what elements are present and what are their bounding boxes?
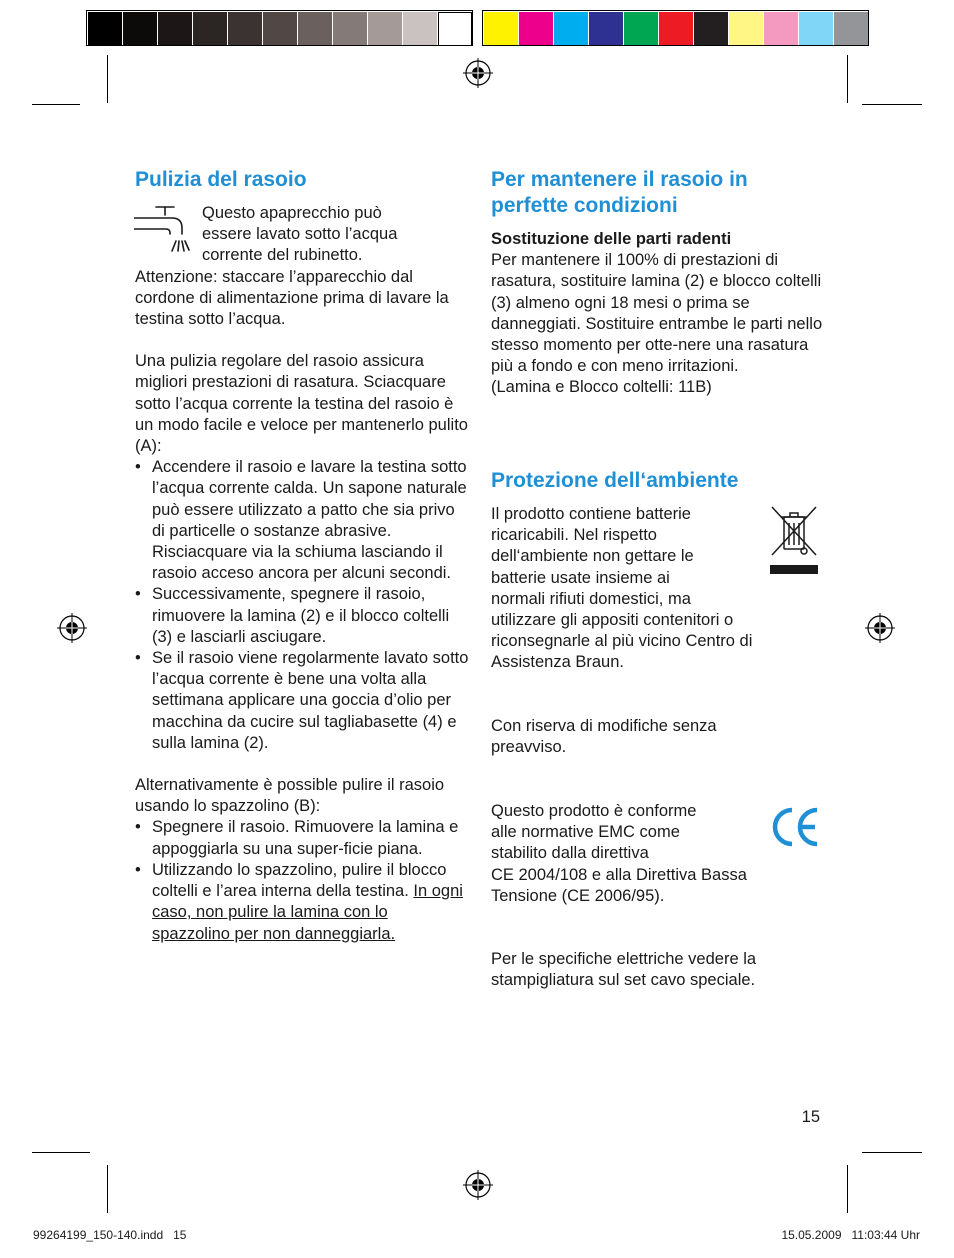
electrical-text: Per le specifiche elettriche vedere la stampigliatura sul set cavo speciale. xyxy=(491,950,757,990)
title-line: perfette condizioni xyxy=(491,194,678,217)
footer-timestamp: 15.05.2009 11:03:44 Uhr xyxy=(781,1228,920,1242)
warning-text: Attenzione: staccare l’apparecchio dal cordone di alimentazione prima di lavare la testina sotto l’acqua. xyxy=(135,267,449,329)
ce-line: stabilito dalla direttiva xyxy=(491,844,649,863)
crop-mark xyxy=(107,1165,108,1213)
replacement-text: Per mantenere il 100% di prestazioni di rasatura, sostituire lamina (2) e blocco coltelli (3) almeno ogni 18 mesi o prima se danneggiati. Sostituire entrambe le parti nello stesso momento per otte-nere una rasatura più a fondo e con meno irritazioni. xyxy=(491,251,823,376)
list-item: • Se il rasoio viene regolarmente lavato sotto l’acqua corrente è bene una volta alla settimana applicare una goccia d’olio per macchina da cucire sul tagliabasette (4) e sulla lamina (2). xyxy=(135,648,470,754)
env-line: ricaricabili. Nel rispetto xyxy=(491,526,657,545)
env-line: normali rifiuti domestici, ma xyxy=(491,589,691,608)
footer-filename: 99264199_150-140.indd 15 xyxy=(33,1228,187,1242)
list-item xyxy=(135,860,470,945)
env-line: dell‘ambiente non gettare le xyxy=(491,547,694,566)
registration-mark-icon xyxy=(865,613,895,643)
cleaning-paragraph: Una pulizia regolare del rasoio assicura migliori prestazioni di rasatura. Sciacquare sotto l’acqua corrente la testina del rasoio è un modo facile e veloce per mantenerlo pulito (A): xyxy=(135,352,468,456)
env-line: Il prodotto contiene batterie xyxy=(491,505,691,523)
subheading: Sostituzione delle parti radenti xyxy=(491,230,732,248)
electrical-notice xyxy=(491,949,811,991)
intro-line: corrente del rubinetto. xyxy=(202,246,363,265)
left-column xyxy=(135,203,470,945)
ce-block xyxy=(491,801,831,907)
underlined-warning: In ogni caso, non pulire la lamina con lo spazzolino per non danneggiarla. xyxy=(152,882,463,943)
spacer xyxy=(135,754,470,775)
brush-paragraph: Alternativamente è possible pulire il rasoio usando lo spazzolino (B): xyxy=(135,776,445,816)
intro-line: essere lavato sotto l’acqua xyxy=(202,225,398,244)
environment-block xyxy=(491,504,831,674)
color-bar-frame xyxy=(86,10,473,46)
crop-mark xyxy=(862,1152,922,1153)
list-item: • Successivamente, spegnere il rasoio, rimuovere la lamina (2) e il blocco coltelli (3) e lasciarli asciugare. xyxy=(135,584,470,648)
list-item: • Accendere il rasoio e lavare la testina sotto l’acqua corrente calda. Un sapone naturale può essere utilizzato a patto che sia privo di particelle o sostanze abrasive. Risciacquare via la schiuma lasciando il rasoio acceso ancora per alcuni secondi. xyxy=(135,457,470,584)
crop-mark xyxy=(847,55,848,103)
env-line: batterie usate insieme ai xyxy=(491,568,670,587)
title-line: Per mantenere il rasoio in xyxy=(491,168,748,191)
registration-mark-icon xyxy=(57,613,87,643)
reserve-notice xyxy=(491,716,791,758)
registration-mark-icon xyxy=(463,1170,493,1200)
replacement-block xyxy=(491,229,831,399)
page-number: 15 xyxy=(801,1108,820,1126)
crop-mark xyxy=(107,55,108,103)
ce-line: Questo prodotto è conforme xyxy=(491,802,697,820)
env-text: utilizzare gli appositi contenitori o riconsegnarle al più vicino Centro di Assistenza Braun. xyxy=(491,611,753,672)
section-title-maintenance xyxy=(491,167,831,219)
crop-mark xyxy=(32,104,80,105)
color-bar-frame xyxy=(482,10,869,46)
ce-line: alle normative EMC come xyxy=(491,823,680,842)
list-item-text: Utilizzando lo spazzolino, pulire il blocco coltelli e l’area interna della testina. xyxy=(152,860,447,901)
crop-mark xyxy=(862,104,922,105)
intro-line: Questo apaprecchio può xyxy=(202,204,382,222)
spacer xyxy=(135,330,470,351)
crop-mark xyxy=(847,1165,848,1213)
ce-text: CE 2004/108 e alla Direttiva Bassa Tensione (CE 2006/95). xyxy=(491,865,747,905)
section-title-environment: Protezione dell‘ambiente xyxy=(491,469,739,492)
crop-mark xyxy=(32,1152,90,1153)
section-title-cleaning: Pulizia del rasoio xyxy=(135,168,307,191)
registration-mark-icon xyxy=(463,58,493,88)
reserve-text: Con riserva di modifiche senza preavviso. xyxy=(491,717,717,757)
list-item: • Spegnere il rasoio. Rimuovere la lamina e appoggiarla su una super-ficie piana. xyxy=(135,817,470,859)
replacement-parts: (Lamina e Blocco coltelli: 11B) xyxy=(491,378,712,397)
